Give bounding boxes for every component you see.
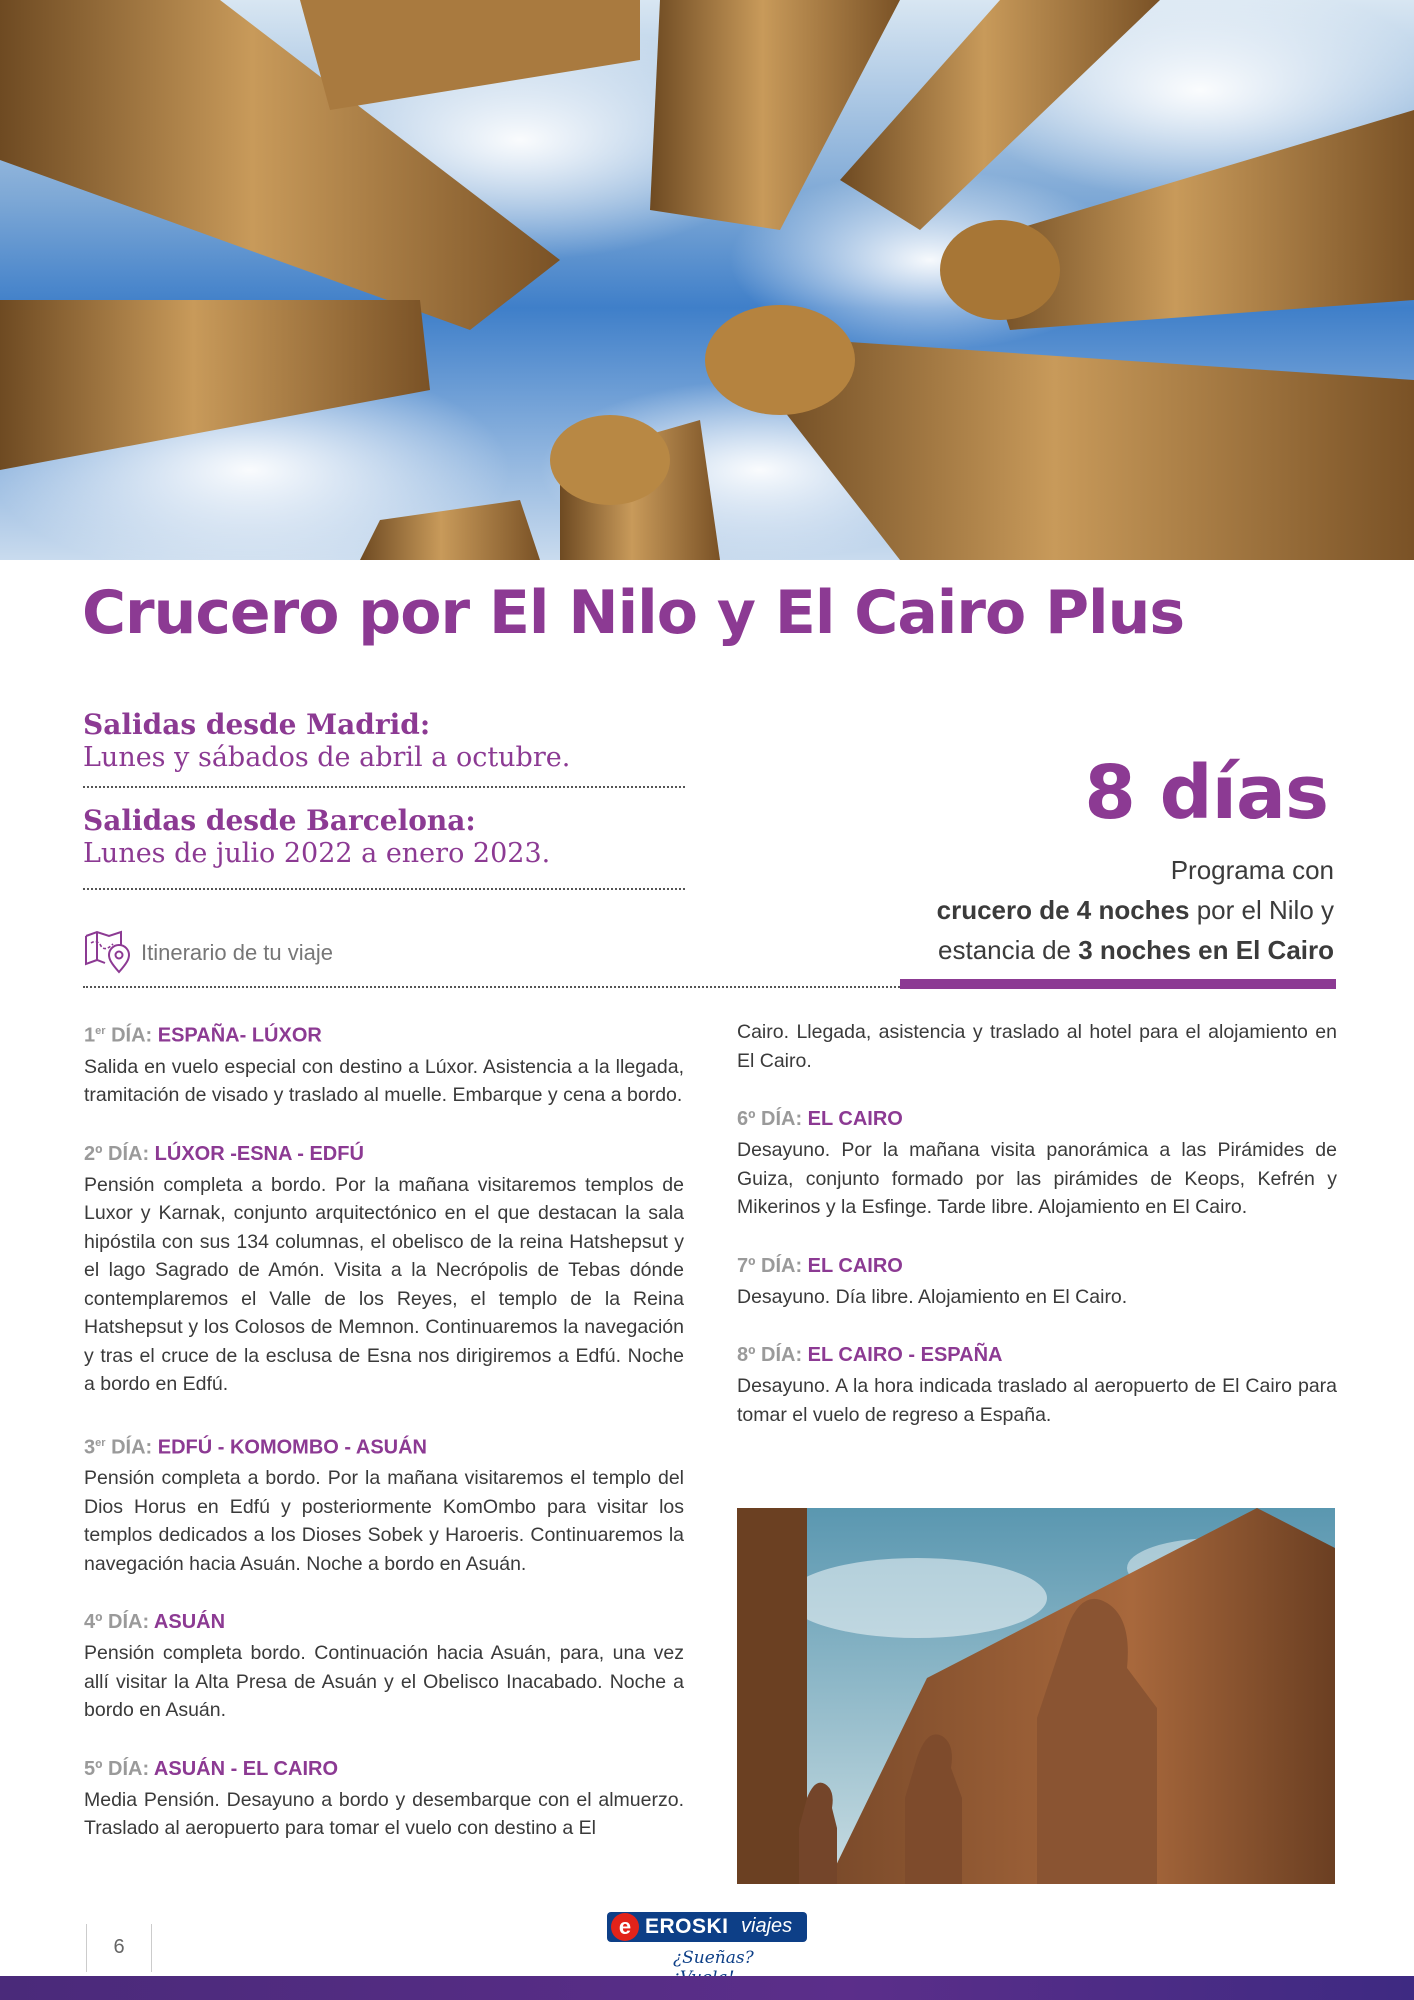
day-number: 2º	[84, 1142, 103, 1165]
day-number: 7º	[737, 1254, 756, 1277]
divider	[83, 986, 900, 988]
day-label: DÍA:	[102, 1611, 154, 1634]
map-pin-icon	[83, 928, 131, 979]
luxor-temple-illustration	[737, 1508, 1335, 1884]
itinerary-column-right	[737, 1018, 1337, 1460]
day-place: ESPAÑA- LÚXOR	[157, 1024, 322, 1047]
page-number-box	[86, 1924, 152, 1972]
day-number: 3	[84, 1436, 96, 1459]
luxor-temple-photo	[737, 1508, 1335, 1884]
departure-madrid-heading: Salidas desde Madrid:	[83, 708, 431, 741]
day-place: EL CAIRO	[807, 1108, 903, 1130]
day-description: Pensión completa bordo. Continuación hacia Asuán, para, una vez allí visitar la Alta Presa de Asuán y el Obelisco Inacabado. Noche a bordo en Asuán.	[84, 1642, 684, 1722]
logo-mark: e	[611, 1913, 639, 1941]
day-description: Desayuno. A la hora indicada traslado al aeropuerto de El Cairo para tomar el vuelo de regreso a España.	[737, 1375, 1337, 1426]
hero-photo-karnak-columns	[0, 0, 1414, 560]
itinerary-label: Itinerario de tu viaje	[141, 940, 333, 965]
day-description: Pensión completa a bordo. Por la mañana visitaremos el templo del Dios Horus en Edfú y posteriormente KomOmbo para visitar los templos dedicados a los Dioses Sobek y Haroeris. Continuaremos la navegación hacia Asuán. Noche a bordo en Asuán.	[84, 1467, 684, 1575]
logo-slogan: ¿Sueñas?	[673, 1948, 754, 1968]
program-summary	[774, 850, 1334, 970]
day-label: DÍA:	[102, 1757, 154, 1780]
program-line-1: Programa con	[1170, 855, 1334, 885]
divider	[83, 888, 685, 890]
logo-sub: viajes	[741, 1915, 793, 1937]
day-label: DÍA:	[102, 1142, 155, 1165]
itinerary-column-left	[84, 1018, 684, 1874]
day-description: Salida en vuelo especial con destino a Lúxor. Asistencia a la llegada, tramitación de visado y traslado al muelle. Embarque y cena a bordo.	[84, 1055, 684, 1107]
itinerary-day	[84, 1018, 684, 1110]
page-number: 6	[113, 1936, 125, 1958]
day-place: ASUÁN - EL CAIRO	[153, 1757, 339, 1780]
day-description: Pensión completa a bordo. Por la mañana visitaremos templos de Luxor y Karnak, conjunto arquitectónico en el que destacan la sala hipóstila con sus 134 columnas, el obelisco de la reina Hatshepsut y el lago Sagrado de Amón. Visita a la Necrópolis de Tebas dónde contemplaremos el Valle de los Reyes, el templo de la Reina Hatshepsut y los Colosos de Memnon. Continuaremos la navegación y tras el cruce de la esclusa de Esna nos dirigiremos a Edfú. Noche a bordo en Edfú.	[84, 1173, 684, 1396]
itinerary-day-continued	[737, 1018, 1337, 1075]
itinerary-day	[84, 1430, 684, 1579]
itinerary-day	[737, 1106, 1337, 1222]
day-number: 8º	[737, 1344, 756, 1366]
logo-brand: EROSKI	[645, 1915, 729, 1938]
program-cruise-nights: crucero de 4 noches	[936, 895, 1190, 925]
divider	[83, 786, 685, 788]
day-heading	[84, 1609, 684, 1635]
day-heading	[84, 1018, 684, 1049]
day-heading	[84, 1141, 684, 1167]
itinerary-day	[737, 1253, 1337, 1312]
itinerary-day	[737, 1342, 1337, 1429]
day-number: 5º	[84, 1757, 103, 1780]
trip-duration: 8 días	[1084, 750, 1328, 836]
program-line-2-rest: por el Nilo y	[1189, 895, 1334, 925]
day-label: DÍA:	[105, 1024, 158, 1047]
day-heading	[84, 1430, 684, 1461]
departure-barcelona-heading: Salidas desde Barcelona:	[83, 804, 476, 837]
day-description: Desayuno. Por la mañana visita panorámica a las Pirámides de Guiza, conjunto formado por las pirámides de Keops, Kefrén y Mikerinos y la Esfinge. Tarde libre. Alojamiento en El Cairo.	[737, 1139, 1337, 1218]
hero-columns-illustration	[0, 0, 1414, 560]
itinerary-day	[84, 1141, 684, 1399]
program-line-3-pre: estancia de	[938, 935, 1079, 965]
program-line-3	[774, 930, 1334, 970]
day-place: EDFÚ - KOMOMBO - ASUÁN	[157, 1436, 427, 1459]
itinerary-day	[84, 1609, 684, 1725]
day-heading	[737, 1253, 1337, 1279]
itinerary-day	[84, 1756, 684, 1843]
departure-barcelona-dates: Lunes de julio 2022 a enero 2023.	[83, 838, 551, 869]
day-ordinal: er	[95, 1025, 106, 1037]
day-description: Media Pensión. Desayuno a bordo y desembarque con el almuerzo. Traslado al aeropuerto para tomar el vuelo con destino a El	[84, 1788, 684, 1840]
day-label: DÍA:	[105, 1436, 158, 1459]
day-place: ASUÁN	[153, 1611, 226, 1634]
day-heading	[84, 1756, 684, 1782]
day-description-continued: Cairo. Llegada, asistencia y traslado al hotel para el alojamiento en El Cairo.	[737, 1021, 1337, 1072]
day-place: EL CAIRO - ESPAÑA	[807, 1344, 1003, 1366]
day-number: 6º	[737, 1108, 756, 1130]
page-title: Crucero por El Nilo y El Cairo Plus	[82, 578, 1185, 648]
accent-bar	[900, 979, 1336, 989]
itinerary-heading	[83, 930, 333, 976]
day-label: DÍA:	[755, 1254, 808, 1277]
day-description: Desayuno. Día libre. Alojamiento en El Cairo.	[737, 1285, 1128, 1308]
day-number: 1	[84, 1024, 96, 1047]
footer-bar	[0, 1976, 1414, 2000]
day-ordinal: er	[95, 1436, 106, 1449]
eroski-viajes-logo	[607, 1912, 807, 1978]
day-heading	[737, 1342, 1337, 1368]
day-label: DÍA:	[755, 1344, 808, 1366]
day-label: DÍA:	[755, 1108, 808, 1130]
day-place: EL CAIRO	[807, 1254, 903, 1277]
program-line-2	[774, 890, 1334, 930]
program-cairo-nights: 3 noches en El Cairo	[1078, 935, 1334, 965]
day-number: 4º	[84, 1611, 103, 1634]
day-heading	[737, 1106, 1337, 1132]
day-place: LÚXOR -ESNA - EDFÚ	[154, 1142, 364, 1165]
departure-madrid-dates: Lunes y sábados de abril a octubre.	[83, 742, 571, 773]
